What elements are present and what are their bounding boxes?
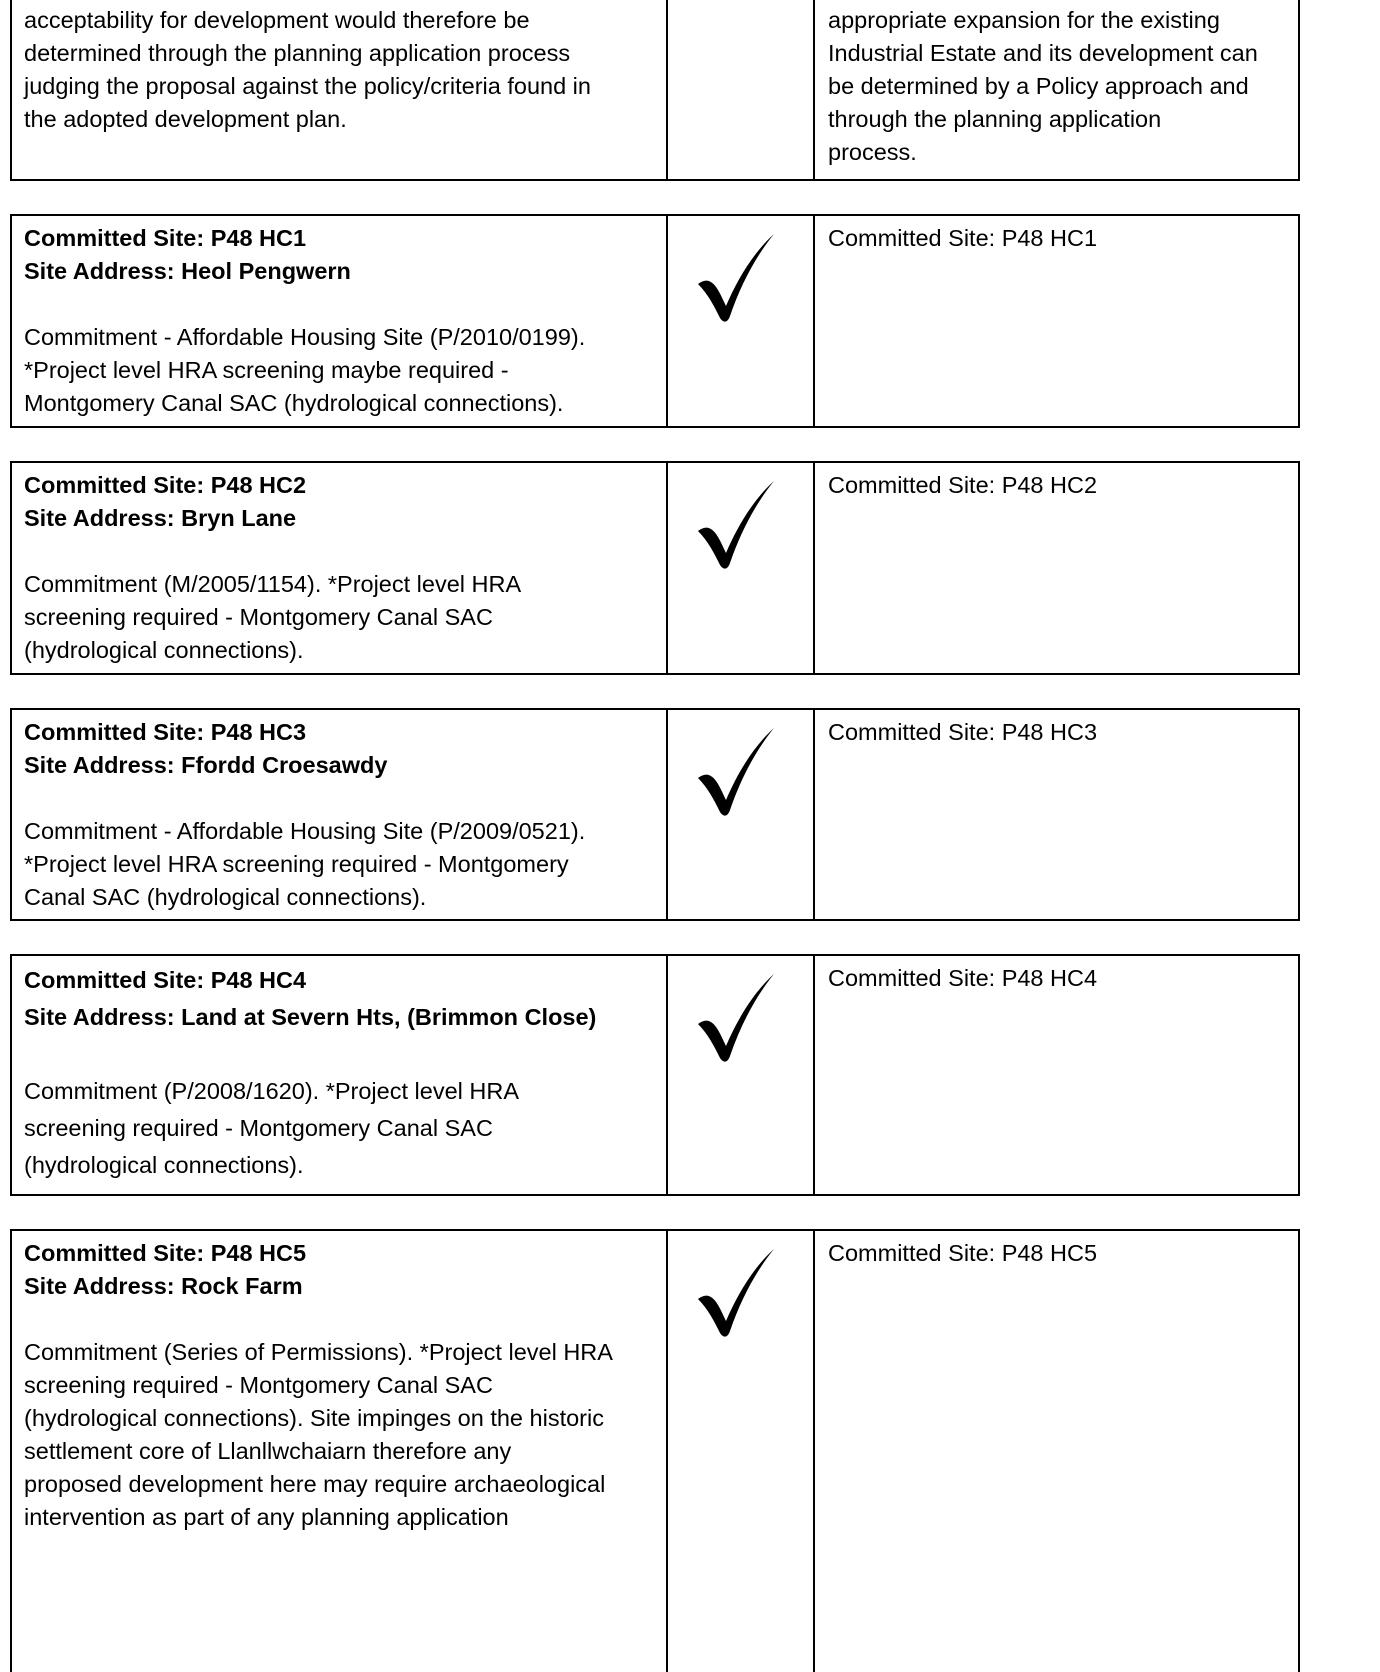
site-reference: Committed Site: P48 HC4 Site Address: Land at Severn Hts, (Brimmon Close) xyxy=(24,962,654,1036)
site-address: Site Address: Ffordd Croesawdy xyxy=(24,752,388,778)
table-row-continuation xyxy=(10,0,1300,181)
table-row-p48-hc4 xyxy=(10,954,1300,1196)
right-text: appropriate expansion for the existing Industrial Estate and its development can be determined by a Policy approach and through the planning application process. xyxy=(828,7,1258,165)
left-cell xyxy=(12,1231,668,1672)
right-text: Committed Site: P48 HC5 xyxy=(828,1240,1098,1266)
checkmark-icon xyxy=(696,726,776,820)
table-row-p48-hc5 xyxy=(10,1229,1300,1672)
tick-cell xyxy=(668,0,815,179)
left-cell xyxy=(12,956,668,1194)
right-cell xyxy=(815,956,1298,1194)
site-address: Site Address: Bryn Lane xyxy=(24,505,297,531)
left-text: acceptability for development would therefore be determined through the planning application process judging the proposal against the policy/criteria found in the adopted development plan. xyxy=(24,7,591,132)
right-text: Committed Site: P48 HC1 xyxy=(828,225,1098,251)
site-description: Commitment - Affordable Housing Site (P/2009/0521). *Project level HRA screening required - Montgomery Canal SAC (hydrological connections). xyxy=(24,818,586,910)
right-text: Committed Site: P48 HC3 xyxy=(828,719,1098,745)
site-reference: Committed Site: P48 HC1 Site Address: Heol Pengwern xyxy=(24,222,654,288)
site-description: Commitment (M/2005/1154). *Project level HRA screening required - Montgomery Canal SAC (hydrological connections). xyxy=(24,571,522,663)
site-description: Commitment (P/2008/1620). *Project level HRA screening required - Montgomery Canal SAC (hydrological connections). xyxy=(24,1078,520,1178)
table-row-p48-hc1 xyxy=(10,214,1300,428)
site-address: Site Address: Land at Severn Hts, (Brimmon Close) xyxy=(24,1004,597,1030)
site-address: Site Address: Rock Farm xyxy=(24,1273,303,1299)
right-cell xyxy=(815,216,1298,426)
site-reference: Committed Site: P48 HC3 Site Address: Ffordd Croesawdy xyxy=(24,716,654,782)
checkmark-icon xyxy=(696,1247,776,1341)
right-cell xyxy=(815,0,1298,179)
right-text: Committed Site: P48 HC2 xyxy=(828,472,1098,498)
left-cell xyxy=(12,710,668,919)
left-cell xyxy=(12,463,668,673)
tick-cell xyxy=(668,1231,815,1672)
tick-cell xyxy=(668,463,815,673)
table-row-p48-hc3 xyxy=(10,708,1300,921)
right-cell xyxy=(815,710,1298,919)
checkmark-icon xyxy=(696,972,776,1066)
right-cell xyxy=(815,1231,1298,1672)
site-reference: Committed Site: P48 HC5 Site Address: Rock Farm xyxy=(24,1237,654,1303)
site-reference: Committed Site: P48 HC2 Site Address: Bryn Lane xyxy=(24,469,654,535)
left-cell xyxy=(12,216,668,426)
right-text: Committed Site: P48 HC4 xyxy=(828,965,1098,991)
checkmark-icon xyxy=(696,479,776,573)
tick-cell xyxy=(668,216,815,426)
right-cell xyxy=(815,463,1298,673)
site-description: Commitment (Series of Permissions). *Project level HRA screening required - Montgomery Canal SAC (hydrological connections). Site impinges on the historic settlement core of Llanllwchaiarn therefore any proposed development here may require archaeological intervention as part of any planning application xyxy=(24,1339,613,1530)
tick-cell xyxy=(668,956,815,1194)
site-description: Commitment - Affordable Housing Site (P/2010/0199). *Project level HRA screening maybe required - Montgomery Canal SAC (hydrological connections). xyxy=(24,324,586,416)
left-cell xyxy=(12,0,668,179)
checkmark-icon xyxy=(696,232,776,326)
tick-cell xyxy=(668,710,815,919)
site-address: Site Address: Heol Pengwern xyxy=(24,258,351,284)
table-row-p48-hc2 xyxy=(10,461,1300,675)
